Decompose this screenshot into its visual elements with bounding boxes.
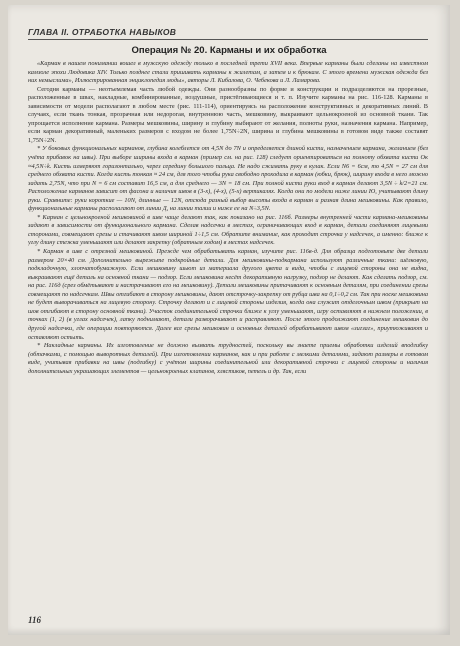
paragraph-seam-pocket-separate-lining: * Карман в шве с отрезной мешковиной. Прежде чем обрабатывать карман, изучите рис. 116в-д. Для образца подготовьте две детали размером 20×40 см. Дополнительно вырежьте подкройные детали. Для мешковины-подкармана используют различные ткани: шёлковую, подкладочную, хлопчатобумажную. Если мешковину шьют из материала другого цвета и вида, чтобы с лицевой стороны она не видна, выкраивают ещё деталь на основной ткани — подзор. Если мешковина несёт декоративную нагрузку, подзор не делают. Как сделать подзор, см. на рис. 116д (срез обмётывают и настрачивают его на мешковину). Детали мешковины притачивают к основным деталям, при соединении срезы совмещают по надсечкам. Швы отгибают в сторону мешковины, дают отстрочку-закрепку от рубца шва на 0,1÷0,2 см. Так при носке мешковина не будет выворачиваться на лицевую сторону. Строчку делают и с лицевой стороны изделия, когда она служит отделочным швом (прикрыт на шов отгибают в сторону основной ткани). Участок соединительной строчки ближе к углу уменьшают, игру оставляют в нижнем положении, в точках (1, 2) (в углах надсечек), лапку поднимают, детали разворачивают и расправляют. После этого продолжают соединение мешковин до другой надсечки, где операции повторяются. Далее все срезы мешковин и основных деталей обрабатывают швом «зигзаг», приутюживают и оставляют остыть. <box>28 248 428 341</box>
section-title: Операция № 20. Карманы и их обработка <box>131 45 327 56</box>
page-number: 116 <box>28 615 42 625</box>
header-rule <box>28 39 428 40</box>
running-header: ГЛАВА II. ОТРАБОТКА НАВЫКОВ <box>28 27 177 37</box>
paragraph-pockets-intro: Сегодня карманы — неотъемлемая часть любой одежды. Они разнообразны по форме и конструкции и подразделяются на прорезные, расположенные в швах, накладные, комбинированные, воздушные, пристёгивающиеся и т. п. Изучите карманы на рис. 116-128. Карманы в зависимости от модели располагают в любом месте (рис. 111-114), ориентируясь на расположение конструктивных и декоративных линий. В случаях, если ткань тонкая, прозрачная или недорогая, внутреннюю часть, мешковину, выкраивают цельнокроеной из основной ткани. Так упрощается исполнение кармана. Размеры мешковины, ширину и глубину выбирают от желания, полноты руки, назначения кармана. Например, если карман декоративный, маленьких размеров с входом не более 1,75N÷2N, ширина и глубина мешковины в готовом виде также составят 1,75N÷2N. <box>28 85 428 144</box>
paragraph-patch-pockets: * Накладные карманы. Их изготовление не должно вызвать трудностей, поскольку вы знаете приемы обработки изделий вподгибку (обтачками, с помощью выворотных деталей). При изготовлении карманов, как и при работе с мелкими деталями, задают размеры в готовом виде, учитывая прибавки на швы (подгибку) с учётом ширины соединительной или декоративной строчки с лицевой стороны и наличия дополнительных украшающих элементов — цельнокроеных клапанов, хлястиков, петель и др. Так, если <box>28 342 428 375</box>
paragraph-side-pockets: * У боковых функциональных карманов, глубина колеблется от 4,5N до 7N и определяется длиной кисти, назначением кармана, желанием (без учёта прибавок на швы). При выборе ширины входа в карман (пример см. на рис. 128) следует ориентироваться на полноту обхвата кисти Ок ≈4,5N÷k. Кисть измеряют горизонтально, через середину большого пальца. Не надо сжимать руку в кулак. Если N6 = 6см, то 4,5N = 27 см для среднего обхвата кисти. Когда кисть тонкая ≈ 24 см, для того чтобы рука свободно проходила в карман (юбки, брюк), ширину входа в него можно задать 2,75N, что при N = 6 см составит 16,5 см, а для среднего — 3N = 18 см. При полной кисти руки вход в карман делают 3,5N ÷ k/2=21 см. Расположение карманов зависит от фасона и наличия швов в (3-х), (4-х), (5-х) вертикалях. Когда они по модели ниже линии Ю, учитывают длину руки. Сравните: руки короткие — 10N, длинные — 12N, отсюда разный выбор высоты входа в карман и разная длина мешковины. Как правило, функциональные карманы располагают от линии Д, на линии талии и ниже ее на N÷3,5N. <box>28 145 428 213</box>
paragraph-epigraph-quote: «Карман в нашем понимании вошел в мужскую одежду только в последней трети XVII века. Впервые карманы были сделаны на известном камзоле эпохи Людовика XIV. Только позднее стали пришивать карманы к жилетам, а затем и к брюкам. С этого времени мужская одежда без них немыслима», Иллюстрированная энциклопедия моды», авторы Л. Кибалова, О. Чебекова и Л. Ламарова. <box>28 60 428 85</box>
paragraph-seam-pocket-one-piece: * Карман с цельнокроеной мешковиной в шве чаще делают так, как показано на рис. 116б. Размеры внутренней части кармана-мешковины задают в зависимости от функционального кармана. Сделав надсечки в местах, ограничивающих вход в карман, детали соединяют лицевыми сторонами, совмещают срезы и стачивают швом шириной 1÷1,5 см. Обратите внимание, как проходит строчка у надсечек, а именно: ближе к углу длину стежка уменьшают или делают закрепку (обратным ходом) в местах надсечек. <box>28 213 428 247</box>
book-page <box>8 5 450 635</box>
body-text <box>28 60 428 608</box>
